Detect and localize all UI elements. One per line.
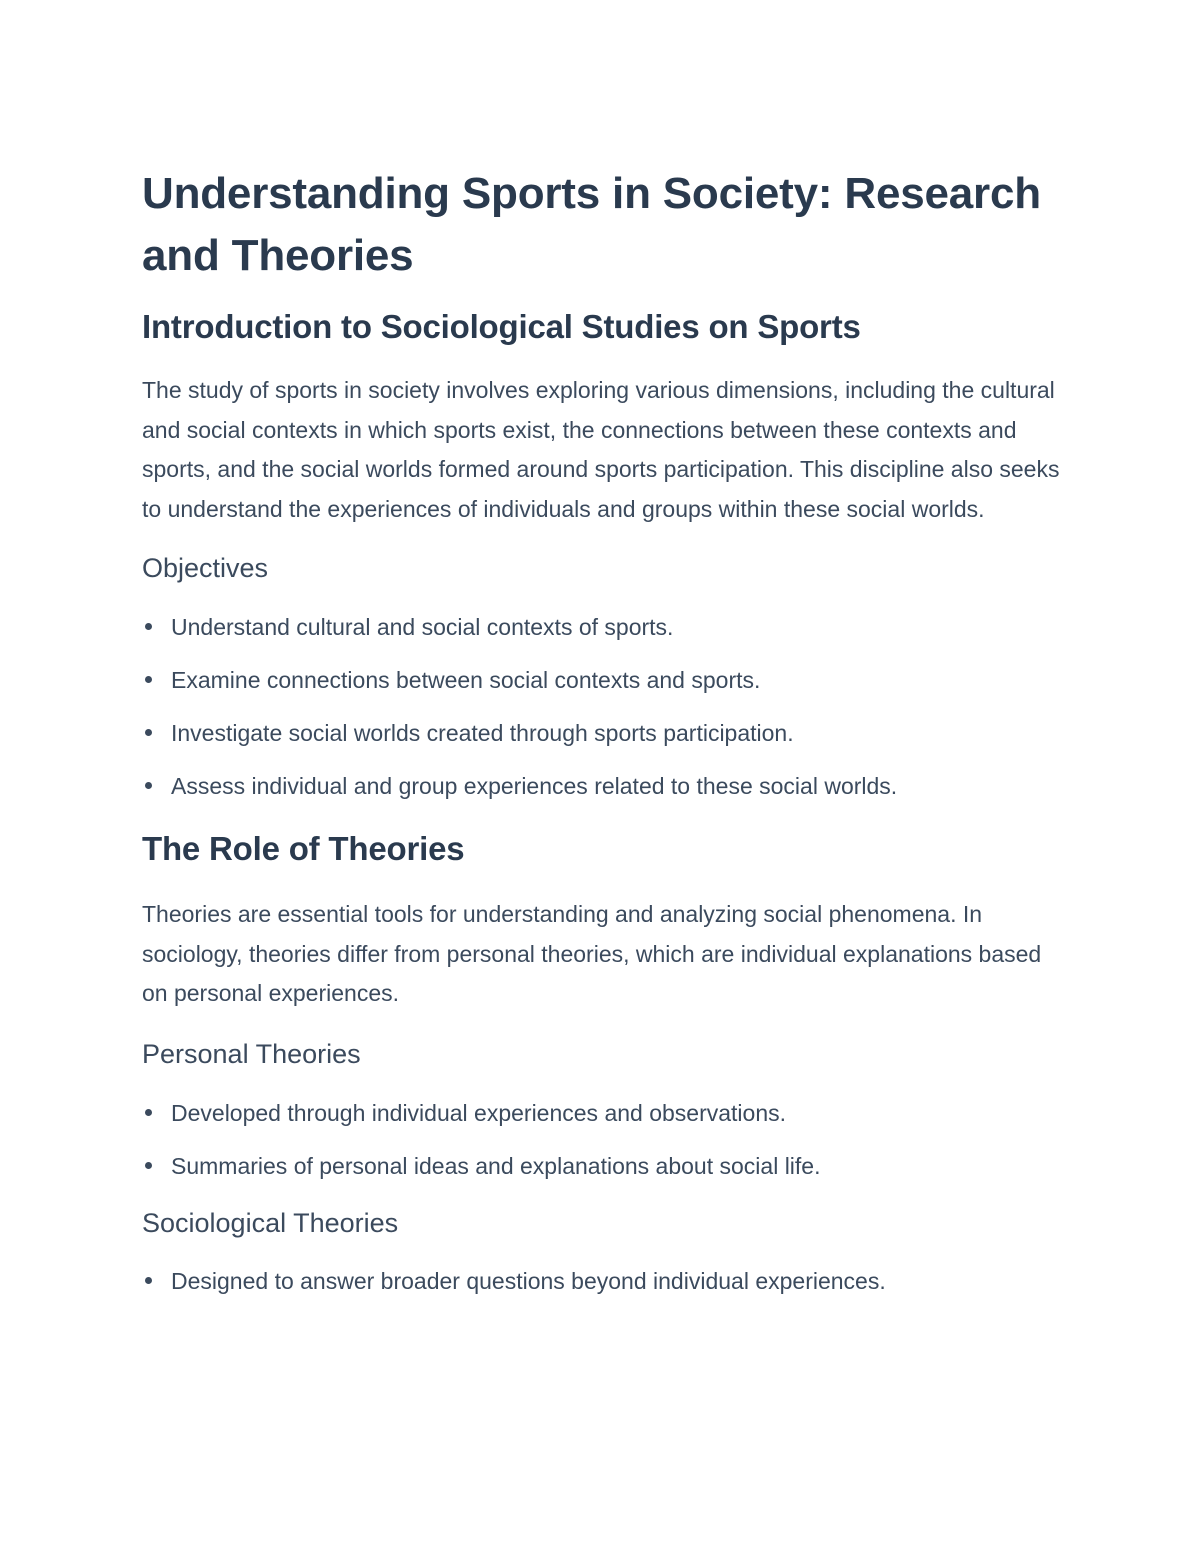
list-item-text: Investigate social worlds created through sports participation. xyxy=(171,720,794,746)
list-item-text: Assess individual and group experiences related to these social worlds. xyxy=(171,773,898,799)
document-title: Understanding Sports in Society: Research and Theories xyxy=(142,169,1041,280)
sociological-theories-list xyxy=(142,1266,1062,1296)
list-item-text: Understand cultural and social contexts of sports. xyxy=(171,614,674,640)
bullet-icon xyxy=(145,676,152,683)
list-item xyxy=(142,1151,1062,1181)
list-item xyxy=(142,1266,1062,1296)
bullet-icon xyxy=(145,623,152,630)
list-item-text: Examine connections between social contexts and sports. xyxy=(171,667,761,693)
list-item xyxy=(142,771,1062,801)
subsection-heading-objectives: Objectives xyxy=(142,553,269,583)
subsection-heading-sociological-theories: Sociological Theories xyxy=(142,1207,399,1238)
list-item xyxy=(142,718,1062,748)
list-item xyxy=(142,612,1062,642)
list-item xyxy=(142,1098,1062,1128)
objectives-list xyxy=(142,612,1062,801)
section-heading-introduction: Introduction to Sociological Studies on Sports xyxy=(142,308,861,345)
list-item xyxy=(142,665,1062,695)
document-page xyxy=(142,163,1062,1296)
personal-theories-list xyxy=(142,1098,1062,1181)
section-heading-role-of-theories: The Role of Theories xyxy=(142,830,465,867)
list-item-text: Summaries of personal ideas and explanations about social life. xyxy=(171,1152,821,1179)
bullet-icon xyxy=(145,1277,152,1284)
bullet-icon xyxy=(145,729,152,736)
list-item-text: Developed through individual experiences and observations. xyxy=(171,1099,787,1126)
subsection-heading-personal-theories: Personal Theories xyxy=(142,1038,361,1069)
bullet-icon xyxy=(145,782,152,789)
list-item-text: Designed to answer broader questions beyond individual experiences. xyxy=(171,1267,886,1294)
section-paragraph-role-of-theories: Theories are essential tools for understanding and analyzing social phenomena. In sociology, theories differ from personal theories, which are individual explanations based on personal experiences. xyxy=(142,901,1042,1006)
bullet-icon xyxy=(145,1162,152,1169)
section-paragraph-introduction: The study of sports in society involves exploring various dimensions, including the cultural and social contexts in which sports exist, the connections between these contexts and sports, and the social worlds formed around sports participation. This discipline also seeks to understand the experiences of individuals and groups within these social worlds. xyxy=(142,377,1060,522)
bullet-icon xyxy=(145,1109,152,1116)
